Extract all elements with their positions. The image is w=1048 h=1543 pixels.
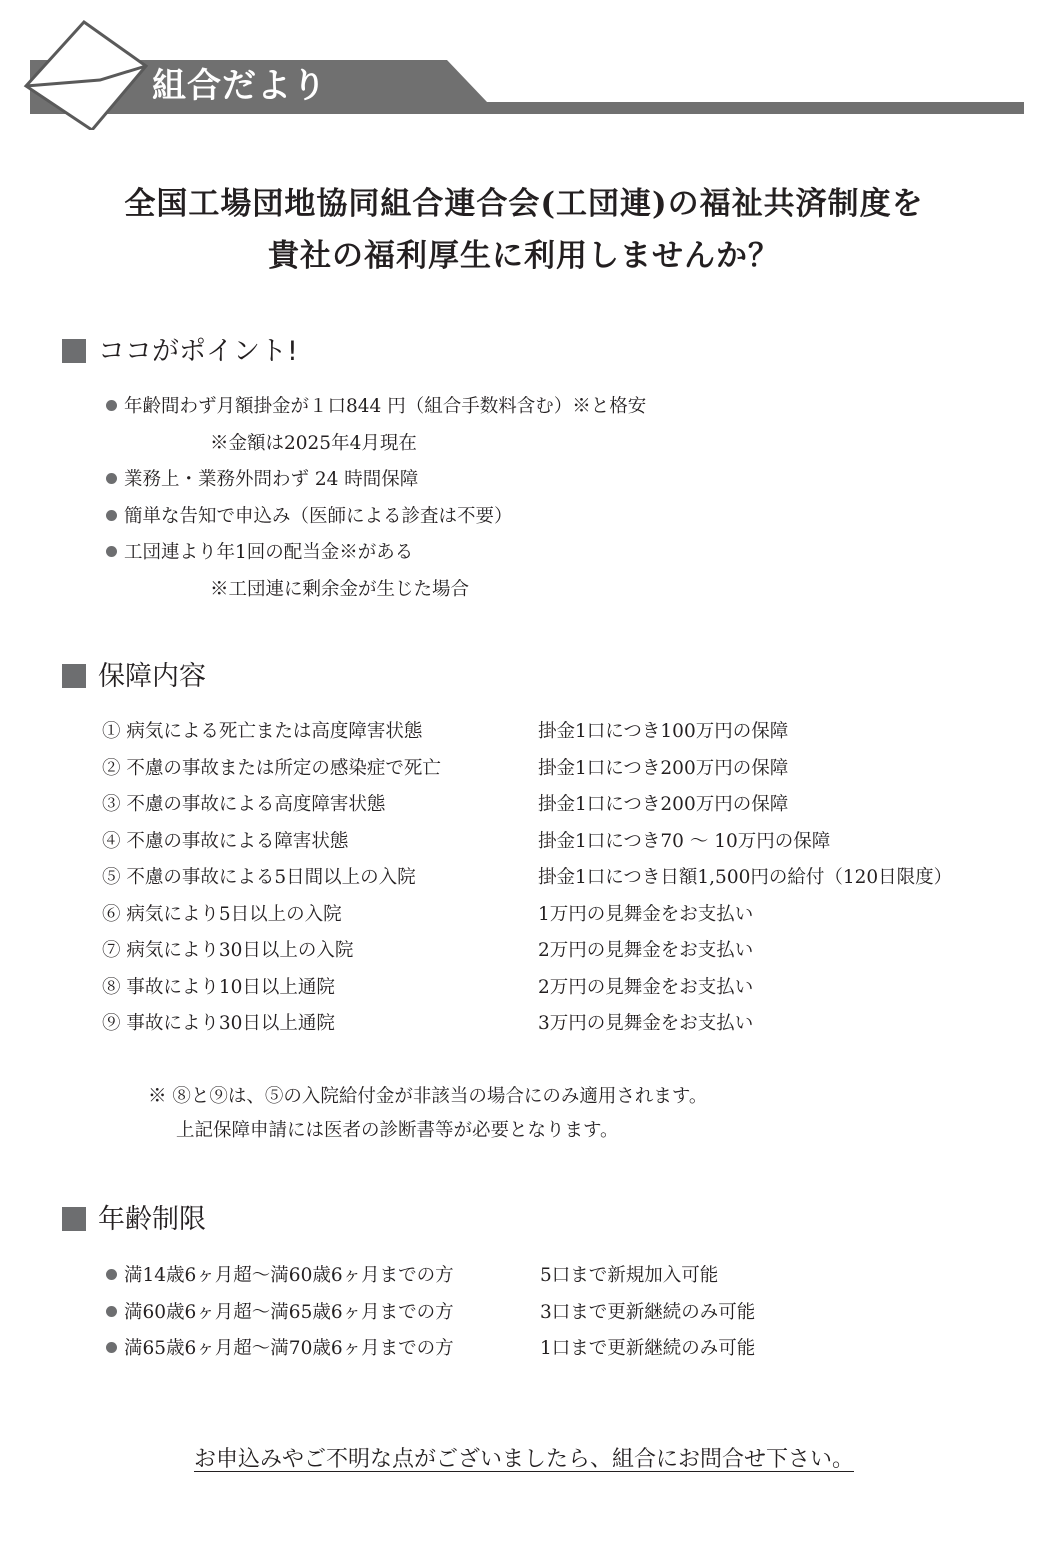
banner-graphic: [0, 0, 1048, 130]
table-row: ⑧ 事故により10日以上通院 2万円の見舞金をお支払い: [102, 976, 754, 998]
table-row: ⑨ 事故により30日以上通院 3万円の見舞金をお支払い: [102, 1013, 754, 1034]
coverage-footnote: [148, 1080, 707, 1148]
bullet-dot-icon: [106, 473, 117, 484]
headline-line-1: 全国工場団地協同組合連合会(工団連)の福祉共済制度を: [124, 186, 924, 222]
coverage-table: [102, 714, 952, 1043]
bullet-dot-icon: [106, 1306, 117, 1317]
table-row: ① 病気による死亡または高度障害状態 掛金1口につき100万円の保障: [102, 721, 789, 742]
section-title-age-limit: 年齢制限: [62, 1202, 206, 1238]
bullet-dot-icon: [106, 1342, 117, 1353]
table-row: ⑤ 不慮の事故による5日間以上の入院 掛金1口につき日額1,500円の給付（120日限度）: [102, 867, 953, 888]
list-item-note: ※金額は2025年4月現在: [210, 432, 417, 454]
bullet-dot-icon: [106, 1269, 117, 1280]
list-item: 業務上・業務外問わず 24 時間保障: [106, 462, 646, 499]
header-banner: [0, 0, 1048, 130]
square-icon: [62, 664, 86, 688]
list-item-note: ※工団連に剰余金が生じた場合: [210, 578, 470, 600]
square-icon: [62, 339, 86, 363]
section-title-coverage: 保障内容: [62, 659, 206, 695]
banner-title: 組合だより: [152, 66, 327, 106]
square-icon: [62, 1207, 86, 1231]
table-row: ④ 不慮の事故による障害状態 掛金1口につき70 ～ 10万円の保障: [102, 830, 831, 852]
list-item: 満14歳6ヶ月超～満60歳6ヶ月までの方 5口まで新規加入可能: [106, 1258, 755, 1295]
footer-contact: [0, 1440, 1048, 1480]
table-row: ② 不慮の事故または所定の感染症で死亡 掛金1口につき200万円の保障: [102, 757, 789, 779]
headline: [0, 178, 1048, 282]
list-item: 工団連より年1回の配当金※がある: [106, 535, 646, 572]
bullet-dot-icon: [106, 546, 117, 557]
table-row: ③ 不慮の事故による高度障害状態 掛金1口につき200万円の保障: [102, 794, 789, 815]
footnote-line-2: 上記保障申請には医者の診断書等が必要となります。: [176, 1120, 619, 1141]
footnote-line-1: ※ ⑧と⑨は、⑤の入院給付金が非該当の場合にのみ適用されます。: [148, 1086, 708, 1107]
list-item: 満60歳6ヶ月超～満65歳6ヶ月までの方 3口まで更新継続のみ可能: [106, 1295, 755, 1332]
age-limit-list: [106, 1258, 755, 1368]
bullet-dot-icon: [106, 400, 117, 411]
list-item: 満65歳6ヶ月超～満70歳6ヶ月までの方 1口まで更新継続のみ可能: [106, 1331, 755, 1368]
table-row: ⑥ 病気により5日以上の入院 1万円の見舞金をお支払い: [102, 903, 754, 925]
list-item: 簡単な告知で申込み（医師による診査は不要）: [106, 499, 646, 536]
bullet-dot-icon: [106, 510, 117, 521]
list-item: 年齢間わず月額掛金が１口844 円（組合手数料含む）※と格安: [106, 389, 646, 426]
footer-text: お申込みやご不明な点がございましたら、組合にお問合せ下さい。: [193, 1447, 854, 1472]
headline-line-2: 貴社の福利厚生に利用しませんか？: [268, 238, 780, 274]
section-title-points: ココがポイント!: [62, 334, 298, 370]
points-list: [106, 389, 646, 608]
table-row: ⑦ 病気により30日以上の入院 2万円の見舞金をお支払い: [102, 940, 754, 961]
